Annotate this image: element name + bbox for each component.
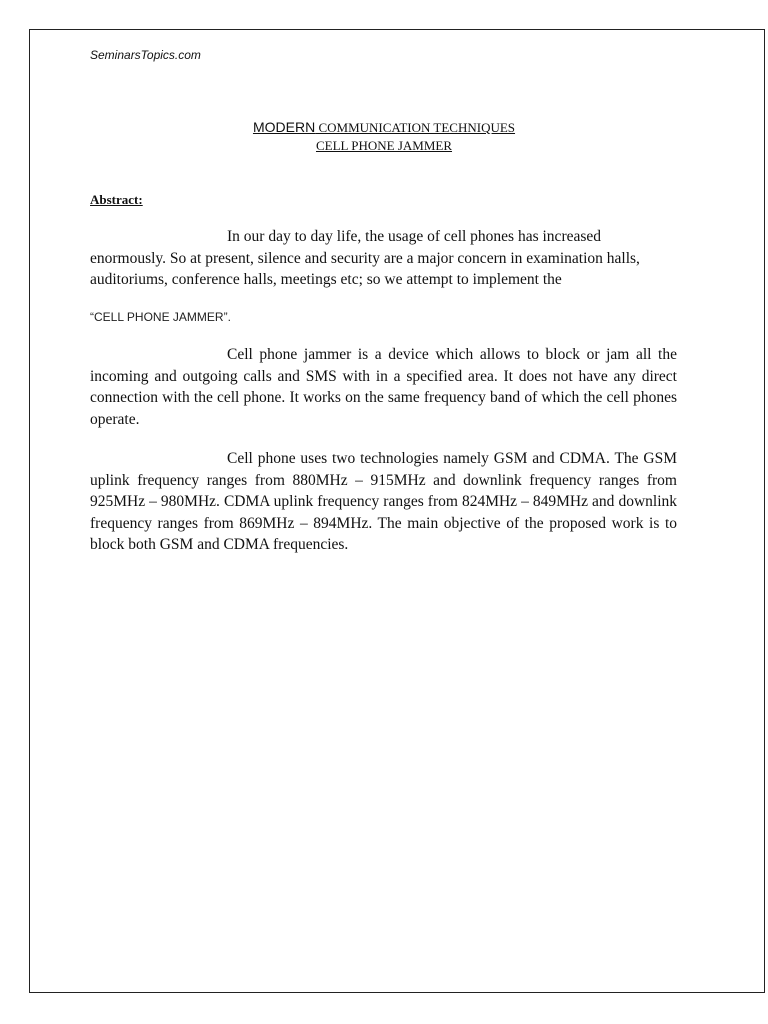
document-subtitle: CELL PHONE JAMMER [315, 138, 453, 153]
title-rest: COMMUNICATION TECHNIQUES [315, 120, 516, 135]
abstract-paragraph-2: Cell phone jammer is a device which allows to block or jam all the incoming and outgoing calls and SMS with in a specified area. It does not have any direct connection with the cell phone. It works on the same frequency band of which the cell phones operate. [90, 346, 677, 428]
abstract-heading: Abstract: [90, 192, 143, 207]
abstract-paragraph-3: Cell phone uses two technologies namely GSM and CDMA. The GSM uplink frequency ranges from 880MHz – 915MHz and downlink frequency ranges from 925MHz – 980MHz. CDMA uplink frequency ranges from 824MHz – 849MHz and downlink frequency ranges from 869MHz – 894MHz. The main objective of the proposed work is to block both GSM and CDMA frequencies. [90, 450, 677, 553]
abstract-paragraph-1: In our day to day life, the usage of cell phones has increased enormously. So at present, silence and security are a major concern in examination halls, auditoriums, conference halls, meetings etc; so we attempt to implement the [90, 228, 640, 288]
document-title-wrap [253, 120, 515, 135]
site-header: SeminarsTopics.com [90, 48, 201, 62]
document-page [29, 29, 765, 993]
abstract-quote: “CELL PHONE JAMMER”. [90, 310, 231, 324]
document-title [30, 119, 738, 136]
title-lead-word: MODERN [252, 119, 316, 135]
